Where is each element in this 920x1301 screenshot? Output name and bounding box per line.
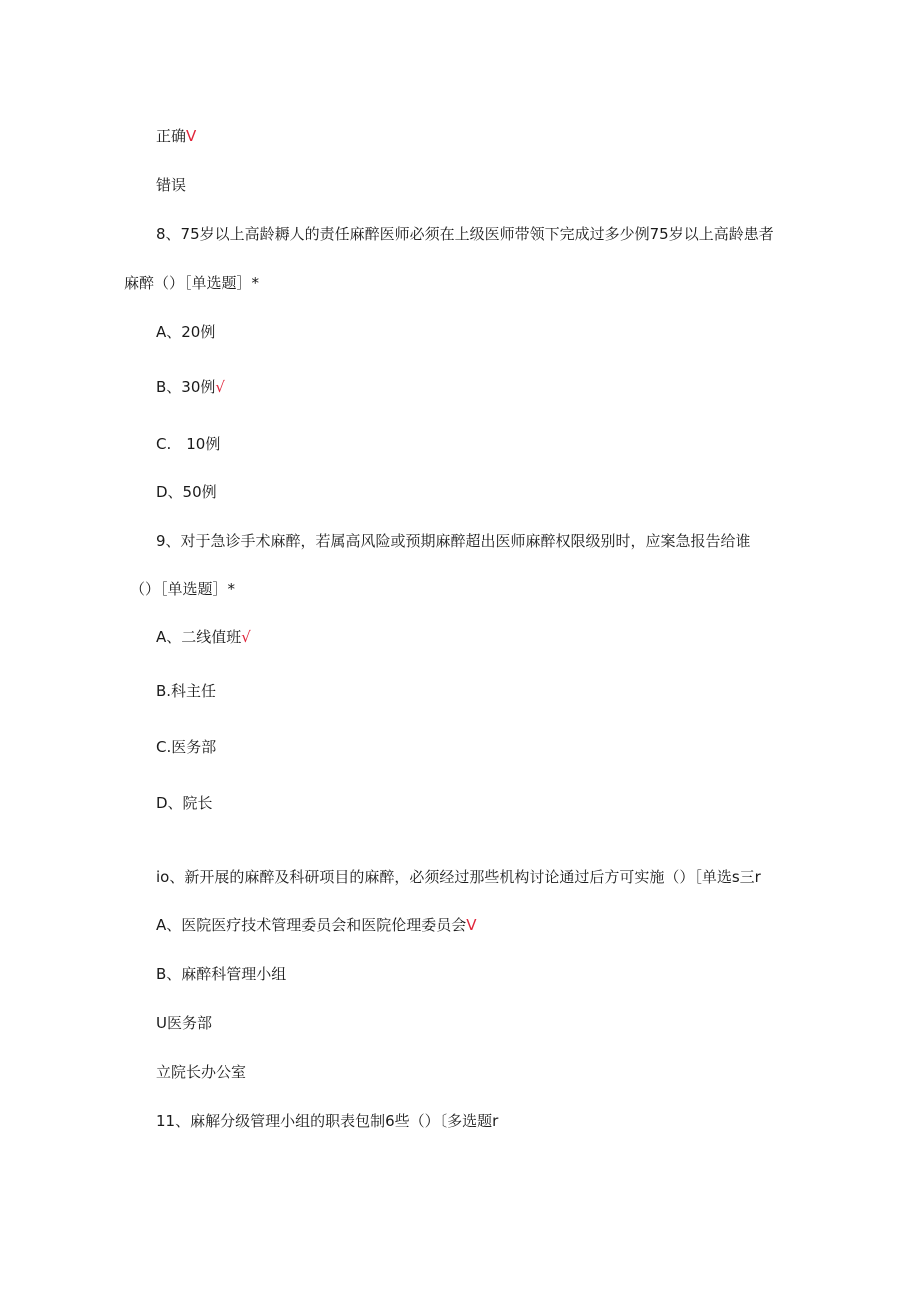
q10-option-c (156, 1013, 212, 1033)
question-text: 11、麻解分级管理小组的职表包制6些（）〔多选题r (156, 1112, 499, 1130)
option-text: A、二线值班 (156, 628, 242, 646)
q10-option-d (156, 1062, 246, 1082)
question-text: io、新开展的麻醉及科研项目的麻醉，必须经过那些机构讨论通过后方可实施（）［单选s三r (156, 868, 761, 886)
q9-option-d (156, 793, 213, 813)
q8-option-b (156, 377, 225, 397)
q9-option-b (156, 681, 216, 701)
check-mark-icon: √ (215, 378, 225, 396)
option-text: 正确 (156, 127, 187, 145)
q8-option-a (156, 322, 215, 342)
option-text: 错误 (156, 176, 187, 194)
question-10-text (156, 867, 761, 887)
option-correct (156, 126, 196, 146)
option-text: D、院长 (156, 794, 213, 812)
option-text: A、医院医疗技术管理委员会和医院伦理委员会 (156, 916, 467, 934)
q9-option-c (156, 737, 216, 757)
q8-option-d (156, 482, 217, 502)
question-9-text (156, 531, 751, 551)
option-text: C. 10例 (156, 435, 221, 453)
option-wrong (156, 175, 186, 195)
q9-option-a (156, 627, 251, 647)
question-9-text-cont (130, 579, 235, 599)
check-mark-icon: √ (241, 628, 251, 646)
question-text: 麻醉（）［单选题］* (124, 274, 260, 292)
question-text: 9、对于急诊手术麻醉，若属高风险或预期麻醉超出医师麻醉权限级别时，应案急报告给谁 (156, 532, 751, 550)
question-11-text (156, 1111, 498, 1131)
q10-option-b (156, 964, 286, 984)
question-text: （）［单选题］* (130, 580, 236, 598)
question-8-text-cont (124, 273, 259, 293)
q8-option-c (156, 434, 220, 454)
check-mark-icon: V (186, 127, 197, 145)
option-text: 立院长办公室 (156, 1063, 247, 1081)
option-text: D、50例 (156, 483, 217, 501)
option-text: U医务部 (156, 1014, 212, 1032)
option-text: B、30例 (156, 378, 216, 396)
option-text: C.医务部 (156, 738, 217, 756)
option-text: A、20例 (156, 323, 216, 341)
option-text: B、麻醉科管理小组 (156, 965, 287, 983)
option-text: B.科主任 (156, 682, 217, 700)
q10-option-a (156, 915, 477, 935)
check-mark-icon: V (466, 916, 477, 934)
question-text: 8、75岁以上高龄耨人的责任麻醉医师必须在上级医师带领下完成过多少例75岁以上高龄患者 (156, 225, 774, 243)
question-8-text (156, 224, 774, 244)
